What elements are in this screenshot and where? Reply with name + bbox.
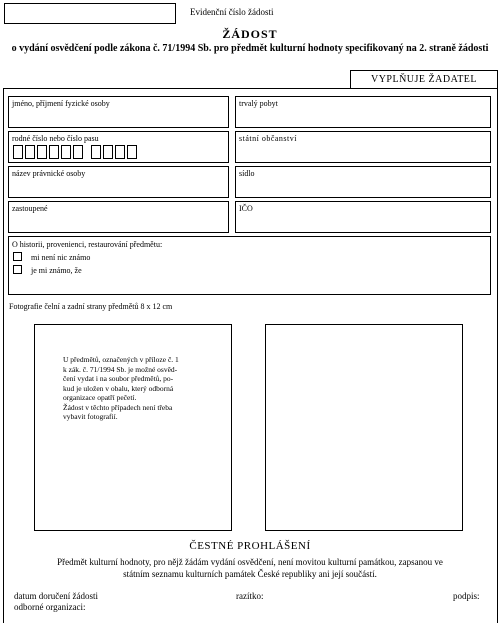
digit-box[interactable] xyxy=(127,145,137,159)
declaration-text-line-1: Předmět kulturní hodnoty, pro nějž žádám vydání osvědčení, není movitou kulturní památkou, zapsanou ve xyxy=(57,557,443,567)
photo-note-line: organizace opatří pečetí. xyxy=(63,393,137,402)
history-option-known[interactable] xyxy=(13,265,82,275)
history-label: O historii, provenienci, restaurování předmětu: xyxy=(12,240,163,249)
digit-box[interactable] xyxy=(73,145,83,159)
photos-label: Fotografie čelní a zadní strany předmětů 8 x 12 cm xyxy=(9,302,173,311)
digit-box[interactable] xyxy=(13,145,23,159)
photo-note xyxy=(63,355,223,422)
history-option-unknown[interactable] xyxy=(13,252,90,262)
name-field[interactable] xyxy=(8,96,229,128)
digit-box[interactable] xyxy=(25,145,35,159)
represented-label: zastoupené xyxy=(12,204,48,213)
name-label: jméno, příjmení fyzické osoby xyxy=(12,99,110,108)
residence-label: trvalý pobyt xyxy=(239,99,278,108)
filled-by-applicant-tab: VYPLŇUJE ŽADATEL xyxy=(350,70,498,89)
stamp-label: razítko: xyxy=(236,591,264,601)
signature-label: podpis: xyxy=(453,591,480,601)
front-photo-box[interactable] xyxy=(34,324,232,531)
digit-box[interactable] xyxy=(103,145,113,159)
ico-label: IČO xyxy=(239,204,253,213)
seat-field[interactable] xyxy=(235,166,491,198)
checkbox[interactable] xyxy=(13,252,22,261)
residence-field[interactable] xyxy=(235,96,491,128)
page-subtitle: o vydání osvědčení podle zákona č. 71/1994 Sb. pro předmět kulturní hodnoty specifikovaný na 2. straně žádosti xyxy=(11,43,489,54)
seat-label: sídlo xyxy=(239,169,255,178)
back-photo-box[interactable] xyxy=(265,324,463,531)
birth-number-field[interactable] xyxy=(8,131,229,163)
ico-field[interactable] xyxy=(235,201,491,233)
page-title: ŽÁDOST xyxy=(222,27,278,41)
digit-box[interactable] xyxy=(49,145,59,159)
declaration-title: ČESTNÉ PROHLÁŠENÍ xyxy=(189,540,311,552)
checkbox[interactable] xyxy=(13,265,22,274)
history-option-unknown-label: mi není nic známo xyxy=(31,253,91,262)
photo-note-line: vybavit fotografií. xyxy=(63,412,118,421)
photo-note-line: U předmětů, označených v příloze č. 1 xyxy=(63,355,179,364)
digit-box[interactable] xyxy=(37,145,47,159)
company-name-label: název právnické osoby xyxy=(12,169,86,178)
delivery-date-label-line-2: odborné organizaci: xyxy=(14,602,86,612)
delivery-date-label-line-1: datum doručení žádosti xyxy=(14,591,98,601)
citizenship-field[interactable] xyxy=(235,131,491,163)
digit-box[interactable] xyxy=(115,145,125,159)
registration-number-label: Evidenční číslo žádosti xyxy=(190,7,274,17)
photo-note-line: kud je uložen v obalu, který odborná xyxy=(63,383,174,393)
photo-note-line: Žádost v těchto případech není třeba xyxy=(63,402,173,412)
digit-box[interactable] xyxy=(91,145,101,159)
history-section xyxy=(8,236,491,295)
delivery-date-label xyxy=(14,591,98,613)
citizenship-label: státní občanství xyxy=(239,134,297,143)
company-name-field[interactable] xyxy=(8,166,229,198)
photo-note-line: k zák. č. 71/1994 Sb. je možné osvěd- xyxy=(63,364,178,374)
history-option-known-label: je mi známo, že xyxy=(31,266,82,275)
digit-box[interactable] xyxy=(61,145,71,159)
photo-note-line: čení vydat i na soubor předmětů, po- xyxy=(63,374,174,383)
declaration-text-line-2: státním seznamu kulturních památek České republiky ani její součástí. xyxy=(123,569,377,579)
birth-number-label: rodné číslo nebo číslo pasu xyxy=(12,134,99,143)
represented-field[interactable] xyxy=(8,201,229,233)
birth-number-digits[interactable] xyxy=(13,145,153,159)
registration-number-field[interactable] xyxy=(4,3,176,24)
